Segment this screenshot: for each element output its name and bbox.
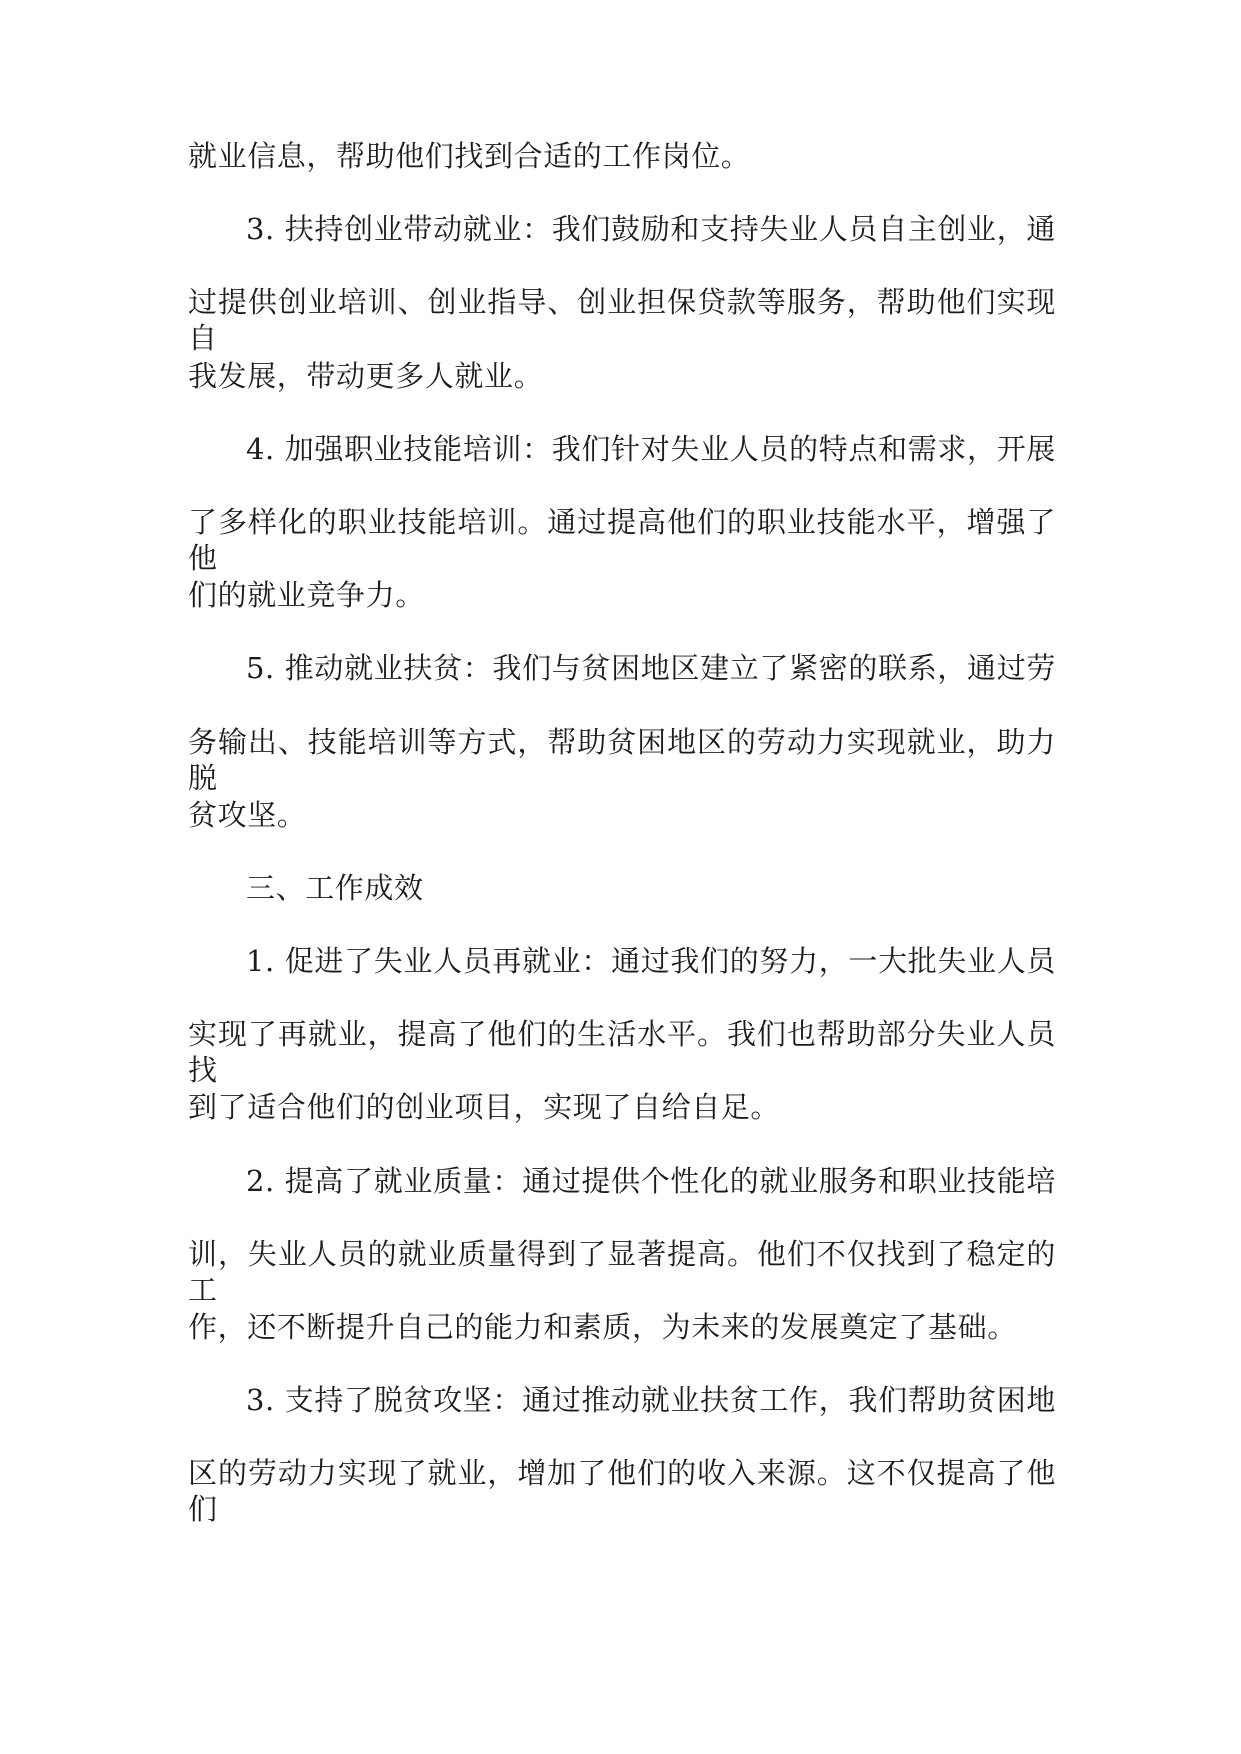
- text-line: 3. 支持了脱贫攻坚：通过推动就业扶贫工作，我们帮助贫困地: [246, 1383, 1056, 1418]
- text-line: 5. 推动就业扶贫：我们与贫困地区建立了紧密的联系，通过劳: [246, 651, 1056, 686]
- text-line: 就业信息，帮助他们找到合适的工作岗位。: [188, 139, 751, 173]
- text-line: 实现了再就业，提高了他们的生活水平。我们也帮助部分失业人员找: [188, 1017, 1056, 1088]
- section-heading: 三、工作成效: [246, 870, 424, 905]
- text-line: 训，失业人员的就业质量得到了显著提高。他们不仅找到了稳定的工: [188, 1236, 1056, 1307]
- text-line: 1. 促进了失业人员再就业：通过我们的努力，一大批失业人员: [246, 944, 1056, 979]
- text-line: 4. 加强职业技能培训：我们针对失业人员的特点和需求，开展: [246, 431, 1056, 466]
- text-line: 我发展，带动更多人就业。: [188, 358, 544, 393]
- text-line: 过提供创业培训、创业指导、创业担保贷款等服务，帮助他们实现自: [188, 285, 1056, 356]
- text-line: 3. 扶持创业带动就业：我们鼓励和支持失业人员自主创业，通: [246, 212, 1056, 247]
- text-line: 们的就业竞争力。: [188, 578, 425, 613]
- text-line: 了多样化的职业技能培训。通过提高他们的职业技能水平，增强了他: [188, 504, 1056, 575]
- text-line: 2. 提高了就业质量：通过提供个性化的就业服务和职业技能培: [246, 1163, 1056, 1198]
- text-line: 贫攻坚。: [188, 797, 307, 832]
- text-line: 到了适合他们的创业项目，实现了自给自足。: [188, 1090, 781, 1125]
- text-line: 务输出、技能培训等方式，帮助贫困地区的劳动力实现就业，助力脱: [188, 724, 1056, 795]
- text-line: 作，还不断提升自己的能力和素质，为未来的发展奠定了基础。: [188, 1310, 1017, 1344]
- body-text: [188, 138, 1056, 1529]
- text-line: 区的劳动力实现了就业，增加了他们的收入来源。这不仅提高了他们: [188, 1456, 1056, 1527]
